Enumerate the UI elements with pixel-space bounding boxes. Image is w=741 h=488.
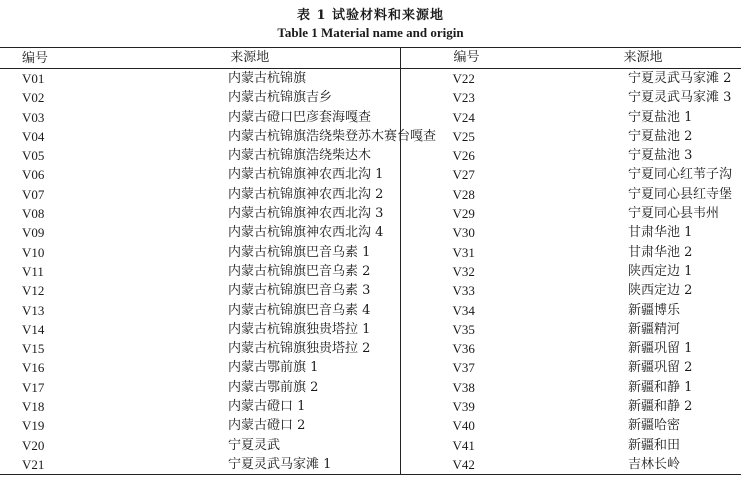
table-row <box>0 378 741 397</box>
row-origin-left: 内蒙古杭锦旗独贵塔拉 2 <box>228 341 371 357</box>
row-origin-right: 宁夏盐池 3 <box>628 148 693 164</box>
row-id-left: V03 <box>22 109 45 125</box>
header-id-right: 编号 <box>400 48 500 69</box>
table-row <box>0 165 741 184</box>
row-id-left: V14 <box>22 321 45 337</box>
row-id-left: V20 <box>22 437 45 453</box>
row-origin-right: 宁夏盐池 1 <box>628 109 693 125</box>
row-id-left: V05 <box>22 148 45 164</box>
row-id-right: V27 <box>400 165 500 184</box>
row-origin-right: 新疆巩留 1 <box>628 341 693 357</box>
row-origin-right: 新疆精河 <box>628 321 681 337</box>
table-row <box>0 436 741 455</box>
row-id-left: V19 <box>22 418 45 434</box>
table-row <box>0 397 741 416</box>
row-id-left: V12 <box>22 283 45 299</box>
row-id-right: V25 <box>400 127 500 146</box>
row-origin-right: 甘肃华池 1 <box>628 225 693 241</box>
row-origin-left: 内蒙古磴口 2 <box>228 418 306 434</box>
row-id-left: V07 <box>22 186 45 202</box>
row-id-right: V33 <box>400 281 500 300</box>
table-row <box>0 69 741 89</box>
row-origin-left: 内蒙古杭锦旗巴音乌素 1 <box>228 244 371 260</box>
row-origin-right: 陕西定边 1 <box>628 263 693 279</box>
row-id-left: V08 <box>22 206 45 222</box>
row-id-right: V35 <box>400 320 500 339</box>
row-origin-left: 内蒙古鄂前旗 2 <box>228 379 319 395</box>
row-id-right: V23 <box>400 88 500 107</box>
table-row <box>0 243 741 262</box>
row-id-left: V06 <box>22 167 45 183</box>
row-origin-left: 宁夏灵武 <box>228 437 281 453</box>
row-origin-left: 内蒙古杭锦旗神农西北沟 4 <box>228 225 384 241</box>
table-header-row <box>0 48 741 69</box>
table-row <box>0 223 741 242</box>
row-id-left: V09 <box>22 225 45 241</box>
row-origin-right: 甘肃华池 2 <box>628 244 693 260</box>
row-origin-right: 宁夏灵武马家滩 3 <box>628 90 732 106</box>
row-origin-right: 新疆和田 <box>628 437 681 453</box>
row-id-right: V29 <box>400 204 500 223</box>
table-row <box>0 455 741 475</box>
table-row <box>0 204 741 223</box>
table-row <box>0 88 741 107</box>
row-origin-right: 新疆哈密 <box>628 418 681 434</box>
row-origin-left: 内蒙古杭锦旗神农西北沟 3 <box>228 206 384 222</box>
row-id-left: V15 <box>22 341 45 357</box>
row-origin-left: 内蒙古杭锦旗巴音乌素 3 <box>228 283 371 299</box>
row-id-right: V31 <box>400 243 500 262</box>
table-row <box>0 146 741 165</box>
row-id-left: V16 <box>22 360 45 376</box>
row-id-left: V18 <box>22 399 45 415</box>
row-origin-left: 内蒙古杭锦旗神农西北沟 1 <box>228 167 384 183</box>
row-id-right: V36 <box>400 339 500 358</box>
row-origin-left: 内蒙古磴口巴彦套海嘎查 <box>228 109 372 125</box>
row-origin-right: 宁夏灵武马家滩 2 <box>628 71 732 86</box>
row-origin-right: 宁夏同心县红寺堡 <box>628 186 733 202</box>
row-origin-left: 内蒙古磴口 1 <box>228 399 306 415</box>
header-origin-right: 来源地 <box>500 48 741 69</box>
header-origin-left: 来源地 <box>100 48 400 69</box>
row-origin-right: 新疆和静 1 <box>628 379 693 395</box>
row-id-left: V10 <box>22 244 45 260</box>
row-origin-right: 陕西定边 2 <box>628 283 693 299</box>
table-body <box>0 69 741 475</box>
row-id-right: V28 <box>400 185 500 204</box>
row-id-left: V17 <box>22 379 45 395</box>
table-row <box>0 339 741 358</box>
row-origin-left: 内蒙古杭锦旗吉乡 <box>228 90 333 106</box>
row-origin-left: 内蒙古杭锦旗神农西北沟 2 <box>228 186 384 202</box>
row-origin-right: 宁夏同心红苇子沟 <box>628 167 733 183</box>
row-origin-left: 内蒙古杭锦旗浩绕柴达木 <box>228 148 372 164</box>
row-id-right: V30 <box>400 223 500 242</box>
row-id-left: V13 <box>22 302 45 318</box>
table-row <box>0 127 741 146</box>
row-origin-left: 内蒙古杭锦旗巴音乌素 4 <box>228 302 371 318</box>
row-id-right: V22 <box>400 69 500 89</box>
row-id-right: V26 <box>400 146 500 165</box>
row-origin-left: 内蒙古鄂前旗 1 <box>228 360 319 376</box>
table-title-chinese: 表 1 试验材料和来源地 <box>296 8 445 23</box>
row-origin-right: 新疆博乐 <box>628 302 681 318</box>
table-row <box>0 185 741 204</box>
row-id-left: V21 <box>22 456 45 472</box>
row-origin-left: 内蒙古杭锦旗巴音乌素 2 <box>228 263 371 279</box>
table-row <box>0 320 741 339</box>
row-id-left: V01 <box>22 71 45 86</box>
row-origin-left: 内蒙古杭锦旗独贵塔拉 1 <box>228 321 371 337</box>
row-origin-right: 吉林长岭 <box>628 456 681 472</box>
row-origin-right: 宁夏盐池 2 <box>628 128 693 144</box>
table-row <box>0 262 741 281</box>
table-row <box>0 416 741 435</box>
row-origin-left: 内蒙古杭锦旗 <box>228 71 307 86</box>
row-origin-right: 新疆巩留 2 <box>628 360 693 376</box>
row-origin-right: 宁夏同心县韦州 <box>628 206 720 222</box>
row-id-right: V42 <box>400 455 500 475</box>
table-row <box>0 108 741 127</box>
row-id-right: V37 <box>400 358 500 377</box>
material-origin-table <box>0 47 741 475</box>
row-origin-right: 新疆和静 2 <box>628 399 693 415</box>
row-origin-left: 宁夏灵武马家滩 1 <box>228 456 332 472</box>
row-id-left: V04 <box>22 128 45 144</box>
row-id-left: V11 <box>22 263 44 279</box>
header-id-left: 编号 <box>0 48 100 69</box>
row-id-right: V39 <box>400 397 500 416</box>
table-row <box>0 301 741 320</box>
row-id-right: V38 <box>400 378 500 397</box>
row-id-right: V40 <box>400 416 500 435</box>
row-id-right: V41 <box>400 436 500 455</box>
table-row <box>0 358 741 377</box>
row-origin-left: 内蒙古杭锦旗浩绕柴登苏木赛台嘎查 <box>228 128 437 144</box>
row-id-right: V32 <box>400 262 500 281</box>
row-id-right: V34 <box>400 301 500 320</box>
table-title-english: Table 1 Material name and origin <box>277 25 464 40</box>
row-id-left: V02 <box>22 90 45 106</box>
row-id-right: V24 <box>400 108 500 127</box>
table-row <box>0 281 741 300</box>
